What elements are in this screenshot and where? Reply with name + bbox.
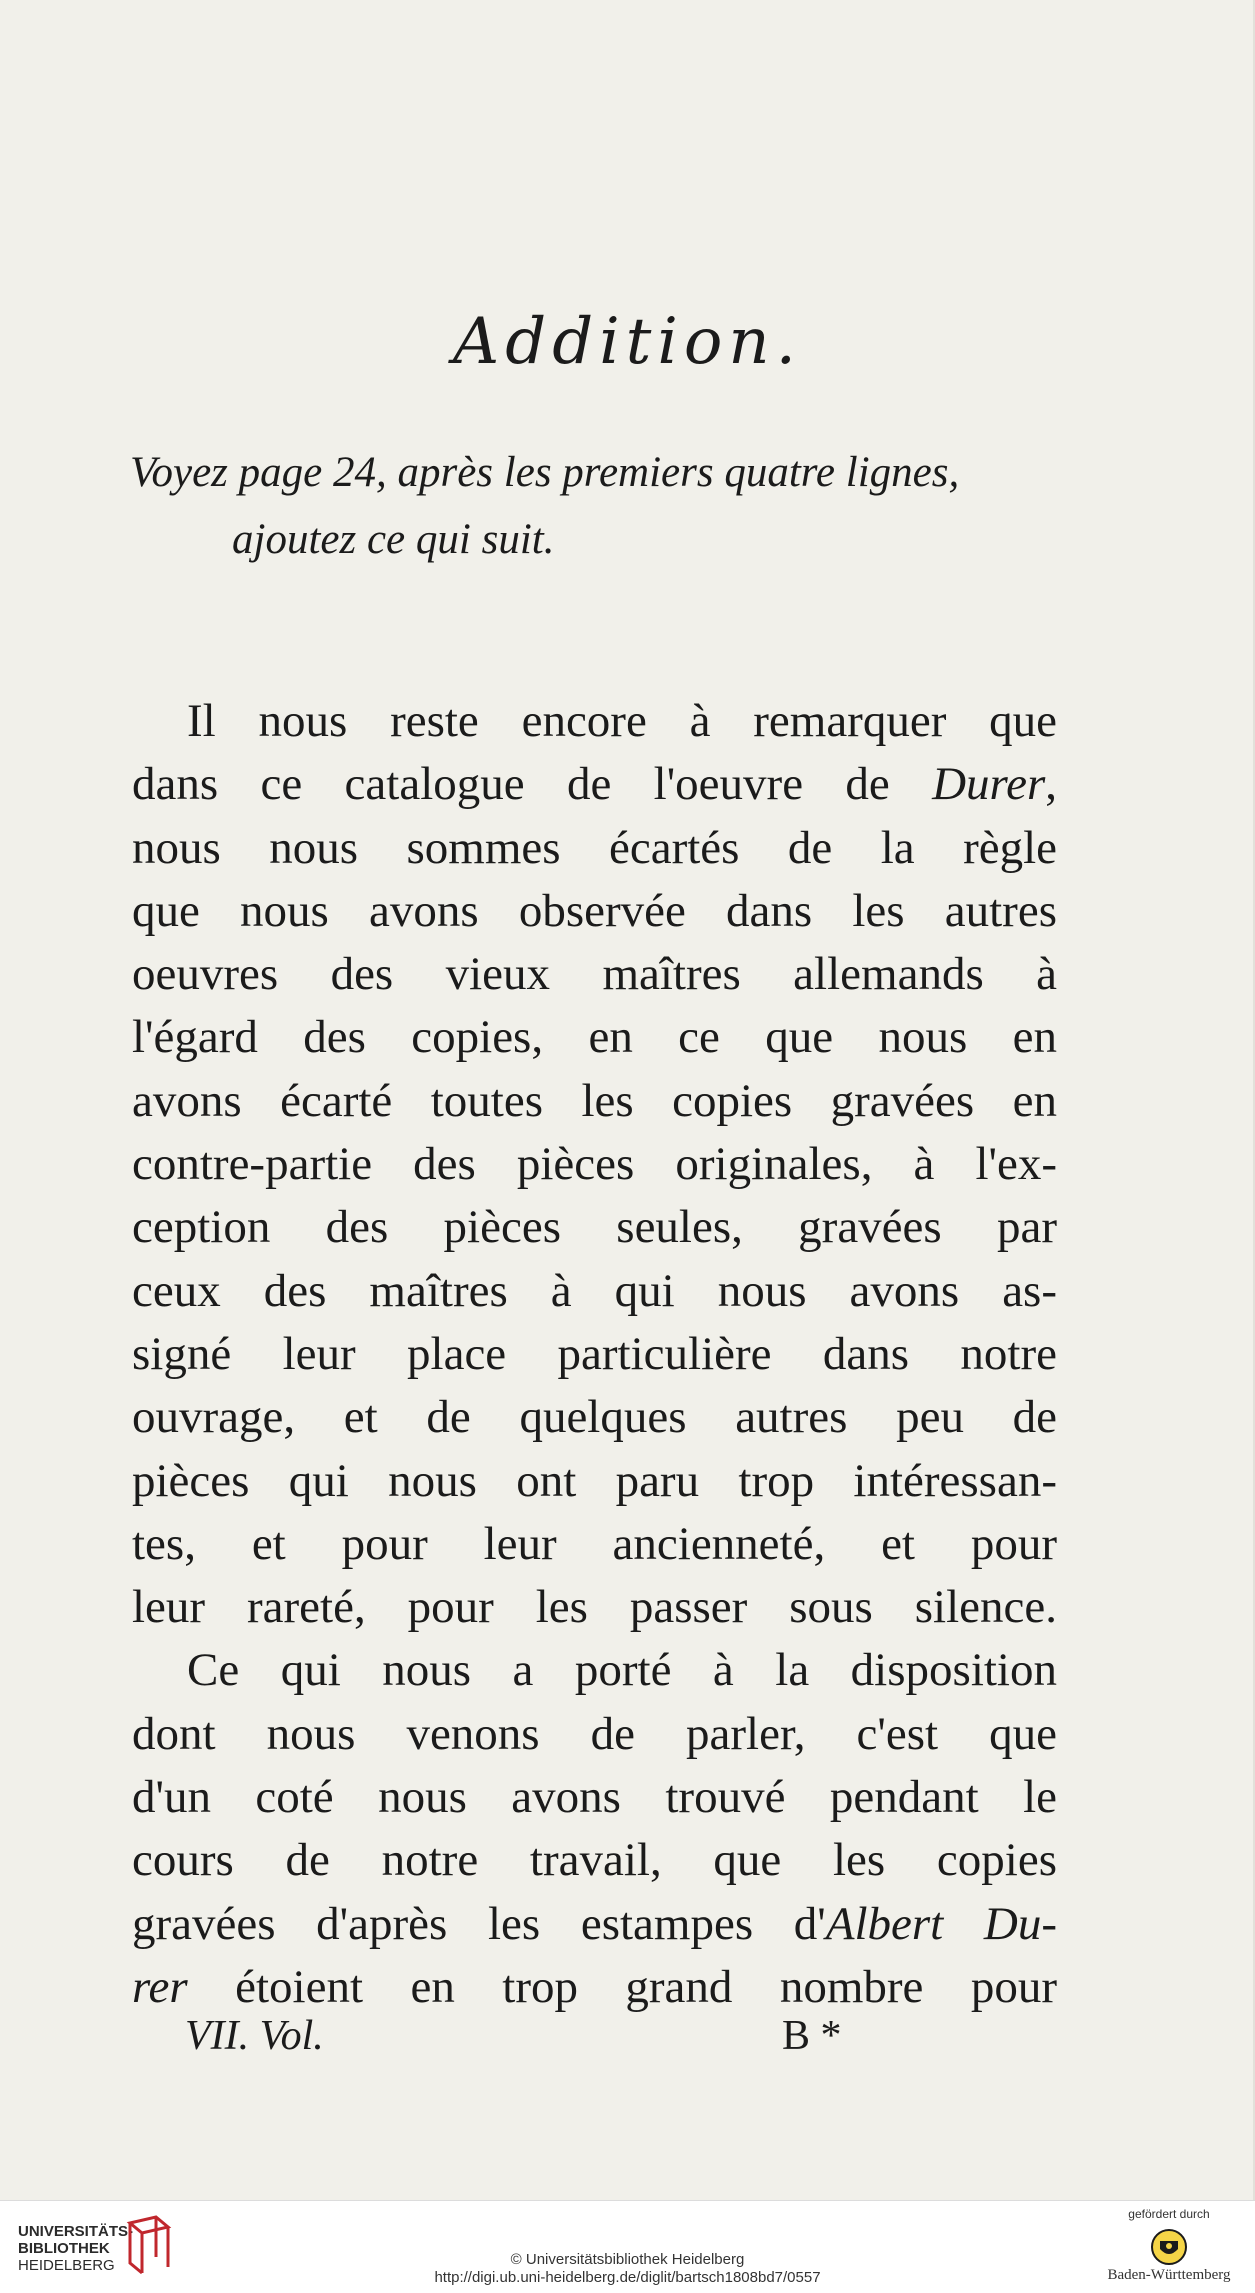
permalink-url[interactable]: http://digi.ub.uni-heidelberg.de/diglit/bartsch1808bd7/0557	[434, 2269, 821, 2286]
body-line: leur rareté, pour les passer sous silence.	[132, 1581, 1057, 1634]
sponsor-block	[1099, 2207, 1239, 2284]
sponsor-name: Baden-Württemberg	[1107, 2267, 1231, 2283]
signature-mark-gathering: B *	[782, 2013, 842, 2059]
body-line: avons écarté toutes les copies gravées en	[132, 1074, 1057, 1127]
body-line: d'un coté nous avons trouvé pendant le	[132, 1771, 1057, 1824]
body-line: ception des pièces seules, gravées par	[132, 1201, 1057, 1254]
body-line: dont nous venons de parler, c'est que	[132, 1707, 1057, 1760]
body-line: nous nous sommes écartés de la règle	[132, 821, 1057, 874]
page-title: Addition.	[453, 305, 802, 379]
body-line: cours de notre travail, que les copies	[132, 1834, 1057, 1887]
body-line: rer étoient en trop grand nombre pour	[132, 1960, 1057, 2013]
body-line: oeuvres des vieux maîtres allemands à	[132, 948, 1057, 1001]
copyright-notice	[0, 2251, 1255, 2287]
body-line: contre-partie des pièces originales, à l'ex-	[132, 1138, 1057, 1191]
body-line: ceux des maîtres à qui nous avons as-	[132, 1264, 1057, 1317]
instruction-line-2: ajoutez ce qui suit.	[232, 516, 555, 563]
body-line: gravées d'après les estampes d'Albert Du-	[132, 1897, 1057, 1950]
body-line: que nous avons observée dans les autres	[132, 884, 1057, 937]
body-line: l'égard des copies, en ce que nous en	[132, 1011, 1057, 1064]
sponsor-label: gefördert durch	[1128, 2207, 1210, 2221]
body-line: pièces qui nous ont paru trop intéressan-	[132, 1454, 1057, 1507]
digitization-banner	[0, 2200, 1255, 2293]
signature-mark-volume: VII. Vol.	[185, 2013, 324, 2059]
copyright-text: © Universitätsbibliothek Heidelberg	[510, 2251, 745, 2268]
body-line: dans ce catalogue de l'oeuvre de Durer,	[132, 758, 1057, 811]
body-text	[132, 690, 1057, 2019]
instruction-line-1: Voyez page 24, après les premiers quatre lignes,	[130, 449, 960, 496]
body-line: ouvrage, et de quelques autres peu de	[132, 1391, 1057, 1444]
body-line: Il nous reste encore à remarquer que	[187, 695, 1057, 747]
body-line: signé leur place particulière dans notre	[132, 1327, 1057, 1380]
coat-of-arms-icon	[1149, 2227, 1189, 2267]
body-line: Ce qui nous a porté à la disposition	[187, 1644, 1057, 1697]
institution-name: UNIVERSITÄTS- BIBLIOTHEK HEIDELBERG	[18, 2223, 134, 2274]
body-line: tes, et pour leur ancienneté, et pour	[132, 1517, 1057, 1570]
